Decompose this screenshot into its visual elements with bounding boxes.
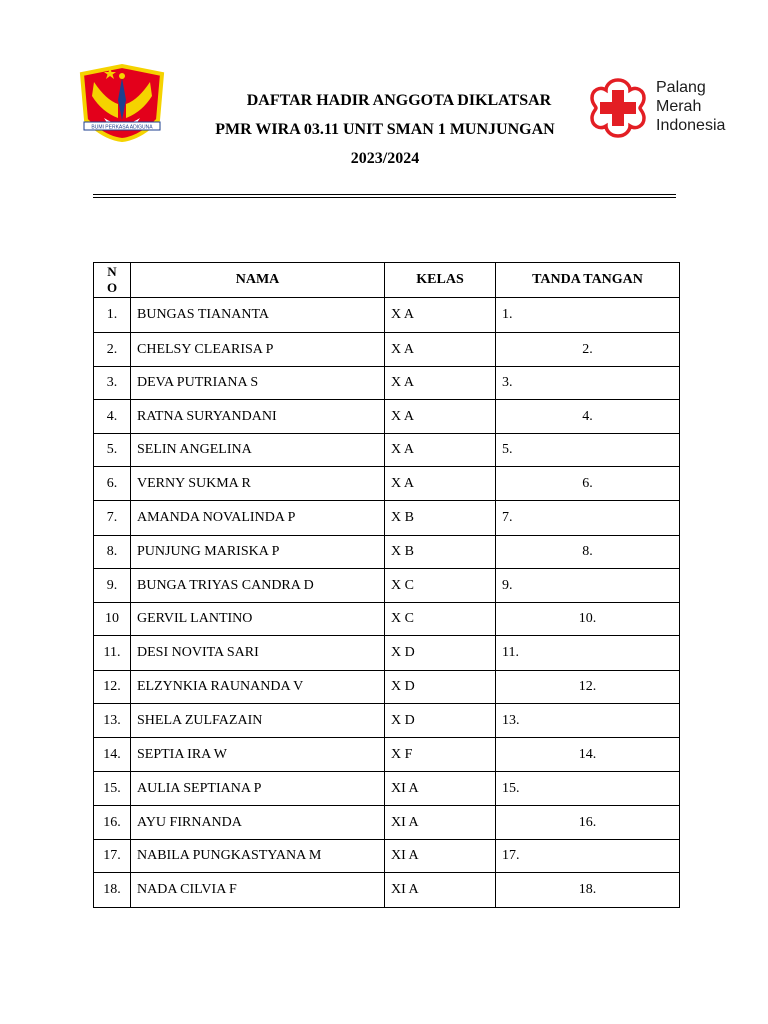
member-class: X C [385,603,496,636]
column-header-kelas: KELAS [385,263,496,298]
pmi-logo-text [656,78,725,135]
member-name: DEVA PUTRIANA S [131,367,385,400]
member-name: RATNA SURYANDANI [131,400,385,434]
signature-cell: 2. [496,333,680,367]
member-class: X A [385,367,496,400]
pmi-text-indonesia: Indonesia [656,117,726,134]
member-class: X D [385,704,496,738]
title-line-3: 2023/2024 [350,150,420,167]
row-number: 16. [94,806,131,840]
member-name: SHELA ZULFAZAIN [131,704,385,738]
signature-cell: 18. [496,873,680,908]
signature-cell: 7. [496,501,680,536]
row-number: 8. [94,536,131,569]
member-class: XI A [385,772,496,806]
member-class: X A [385,467,496,501]
member-class: X B [385,536,496,569]
header-divider-bottom [93,197,676,198]
member-class: X A [385,298,496,333]
member-class: X B [385,501,496,536]
table-row [94,704,680,738]
member-name: SELIN ANGELINA [131,434,385,467]
pmi-flower-cross-icon [586,76,650,140]
member-name: ELZYNKIA RAUNANDA V [131,671,385,704]
table-row [94,501,680,536]
member-name: BUNGAS TIANANTA [131,298,385,333]
column-header-no-label: N O [106,264,118,295]
table-header-row [94,263,680,298]
row-number: 13. [94,704,131,738]
signature-cell: 1. [496,298,680,333]
member-name: AYU FIRNANDA [131,806,385,840]
table-row [94,467,680,501]
signature-cell: 3. [496,367,680,400]
table-row [94,772,680,806]
row-number: 15. [94,772,131,806]
member-class: XI A [385,873,496,908]
member-name: DESI NOVITA SARI [131,636,385,671]
member-class: X A [385,434,496,467]
row-number: 14. [94,738,131,772]
table-row [94,400,680,434]
member-name: NADA CILVIA F [131,873,385,908]
member-class: X A [385,400,496,434]
header-divider-top [93,194,676,195]
member-class: X D [385,636,496,671]
signature-cell: 4. [496,400,680,434]
table-row [94,333,680,367]
row-number: 10 [94,603,131,636]
column-header-nama: NAMA [131,263,385,298]
member-class: X C [385,569,496,603]
row-number: 4. [94,400,131,434]
member-name: AULIA SEPTIANA P [131,772,385,806]
title-line-2: PMR WIRA 03.11 UNIT SMAN 1 MUNJUNGAN [215,121,555,138]
pmi-text-palang: Palang [656,79,706,96]
table-row [94,298,680,333]
member-class: XI A [385,840,496,873]
table-row [94,367,680,400]
signature-cell: 6. [496,467,680,501]
row-number: 2. [94,333,131,367]
member-name: SEPTIA IRA W [131,738,385,772]
signature-cell: 15. [496,772,680,806]
pmi-logo [586,76,756,140]
signature-cell: 12. [496,671,680,704]
member-name: NABILA PUNGKASTYANA M [131,840,385,873]
member-class: X A [385,333,496,367]
table-row [94,840,680,873]
column-header-tanda-tangan: TANDA TANGAN [496,263,680,298]
signature-cell: 14. [496,738,680,772]
signature-cell: 5. [496,434,680,467]
table-row [94,873,680,908]
row-number: 11. [94,636,131,671]
signature-cell: 16. [496,806,680,840]
signature-cell: 8. [496,536,680,569]
row-number: 17. [94,840,131,873]
row-number: 12. [94,671,131,704]
table-row [94,671,680,704]
document-header [0,0,768,200]
row-number: 3. [94,367,131,400]
table-row [94,536,680,569]
member-name: BUNGA TRIYAS CANDRA D [131,569,385,603]
row-number: 5. [94,434,131,467]
member-name: GERVIL LANTINO [131,603,385,636]
signature-cell: 9. [496,569,680,603]
school-emblem-motto: BUMI PERKASA ADIGUNA [91,124,153,131]
member-class: X D [385,671,496,704]
table-row [94,636,680,671]
row-number: 1. [94,298,131,333]
row-number: 9. [94,569,131,603]
member-name: PUNJUNG MARISKA P [131,536,385,569]
row-number: 18. [94,873,131,908]
member-name: CHELSY CLEARISA P [131,333,385,367]
document-title [180,86,590,173]
member-name: AMANDA NOVALINDA P [131,501,385,536]
member-class: XI A [385,806,496,840]
title-line-1: DAFTAR HADIR ANGGOTA DIKLATSAR [246,92,552,109]
signature-cell: 17. [496,840,680,873]
signature-cell: 11. [496,636,680,671]
row-number: 7. [94,501,131,536]
signature-cell: 10. [496,603,680,636]
column-header-no [94,263,131,298]
school-emblem-logo [74,60,170,156]
table-row [94,434,680,467]
row-number: 6. [94,467,131,501]
attendance-table [93,262,680,908]
table-row [94,806,680,840]
table-row [94,738,680,772]
member-class: X F [385,738,496,772]
pmi-text-merah: Merah [656,98,702,115]
table-row [94,569,680,603]
member-name: VERNY SUKMA R [131,467,385,501]
table-row [94,603,680,636]
signature-cell: 13. [496,704,680,738]
